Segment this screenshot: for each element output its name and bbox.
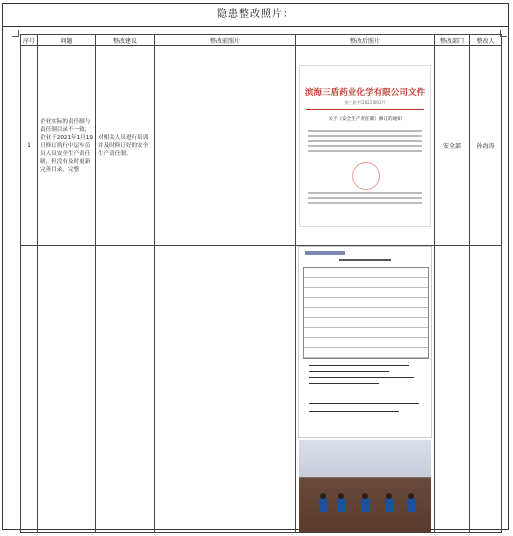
doc-text-line (308, 135, 422, 137)
doc-text-line (308, 150, 422, 152)
row-index (21, 246, 38, 533)
table-row (21, 246, 502, 533)
meeting-photo (299, 440, 431, 532)
person-head (362, 493, 368, 499)
col-suggestion: 整改建议 (96, 35, 155, 46)
col-before-photo: 整改前照片 (155, 35, 296, 46)
person-figure (319, 498, 328, 512)
doc-text-line (308, 197, 422, 199)
handwriting-line (309, 365, 409, 366)
company-seal-icon (352, 162, 380, 190)
notice-document-image (299, 65, 431, 227)
handwriting-line (309, 411, 399, 412)
header-row (21, 35, 502, 46)
doc-number: 滨三盾字[2021]001号 (344, 99, 386, 105)
doc-text-line (308, 202, 422, 204)
doc-notice-title: 关于《安全生产责任制》修订的通知 (328, 116, 402, 122)
doc-company-header: 滨海三盾药业化学有限公司文件 (304, 87, 426, 98)
col-department: 整改部门 (435, 35, 470, 46)
form-grid (303, 267, 429, 359)
col-index: 序号 (21, 35, 38, 46)
form-logo-icon (305, 251, 345, 255)
row-issue (38, 246, 96, 533)
col-after-photo: 整改后照片 (296, 35, 435, 46)
row-person: 孙海涛 (470, 46, 502, 246)
after-photo-cell (296, 46, 435, 246)
row-index: 1 (21, 46, 38, 246)
before-photo-cell (155, 46, 296, 246)
after-photo-cell (296, 246, 435, 533)
row-department: 安全部 (435, 46, 470, 246)
col-person: 整改人 (470, 35, 502, 46)
doc-text-line (308, 140, 422, 142)
row-department (435, 246, 470, 533)
doc-text-line (308, 192, 422, 194)
person-figure (385, 498, 394, 512)
form-title-line (339, 259, 391, 261)
handwriting-line (309, 371, 389, 372)
handwriting-line (309, 383, 379, 384)
person-head (320, 493, 326, 499)
person-figure (361, 498, 370, 512)
row-suggestion (96, 246, 155, 533)
rectification-table (20, 34, 502, 533)
person-head (386, 493, 392, 499)
person-figure (407, 498, 416, 512)
doc-text-line (308, 130, 422, 132)
table-row (21, 46, 502, 246)
row-person (470, 246, 502, 533)
person-head (338, 493, 344, 499)
person-head (408, 493, 414, 499)
doc-text-line (308, 145, 422, 147)
handwriting-line (309, 377, 414, 378)
crop-mark (500, 30, 507, 37)
report-frame (2, 3, 509, 530)
row-suggestion: 对相关人员进行培训并及时修订好的安全生产责任制。 (96, 46, 155, 246)
col-issue: 问题 (38, 35, 96, 46)
crop-mark (12, 30, 19, 37)
before-photo-cell (155, 246, 296, 533)
page-heading: 隐患整改照片： (3, 4, 508, 27)
handwriting-line (309, 403, 419, 404)
training-record-form-image (298, 246, 432, 438)
row-issue: 企业实际的责任制与责任制目录不一致，企业于2021年1月19日修订执行中层车员员人员安全生产责任制，但没有及时更新完善目录，完整 (38, 46, 96, 246)
person-figure (337, 498, 346, 512)
doc-red-rule (306, 109, 424, 110)
